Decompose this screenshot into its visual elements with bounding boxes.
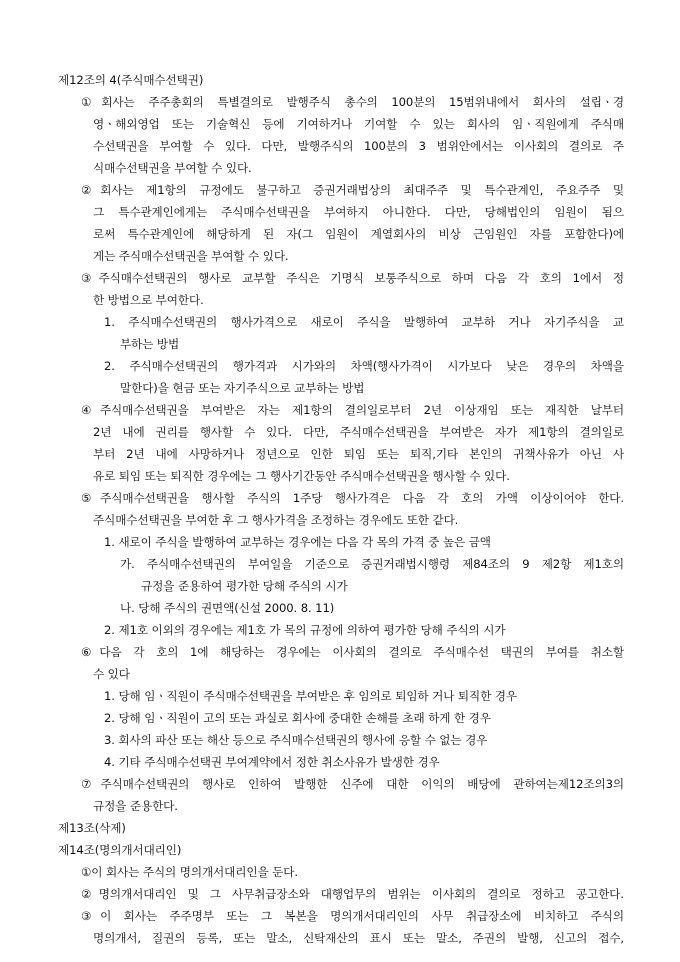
- text-line: 3. 회사의 파산 또는 해산 등으로 주식매수선택권의 행사에 응할 수 없는 경우: [104, 733, 488, 747]
- text-line: 1. 새로이 주식을 발행하여 교부하는 경우에는 다음 각 목의 가격 중 높은 금액: [104, 535, 491, 549]
- text-line: 그 특수관계인에게는 주식매수선택권을 부여하지 아니한다. 다만, 당해법인의 임원이 됨으: [93, 205, 624, 219]
- text-line: 명의개서, 질권의 등록, 또는 말소, 신탁재산의 표시 또는 말소, 주권의 발행, 신고의 접수,: [93, 931, 624, 945]
- text-line: 수선택권을 부여할 수 있다. 다만, 발행주식의 100분의 3 범위안에서는 이사회의 결의로 주: [93, 139, 624, 153]
- text-line: 2. 주식매수선택권의 행가격과 시가와의 차액(행사가격이 시가보다 낮은 경우의 차액을: [104, 359, 624, 373]
- text-line: 부하는 방법: [120, 337, 180, 351]
- text-line: 제13조(삭제): [58, 821, 126, 835]
- text-line: 나. 당해 주식의 권면액(신설 2000. 8. 11): [120, 601, 335, 615]
- text-line: 규정을 준용하여 평가한 당해 주식의 시가: [141, 579, 348, 593]
- text-line: 2년 내에 권리를 행사할 수 있다. 다만, 주식매수선택권을 부여받은 자가 제1항의 결의일로: [93, 425, 624, 439]
- text-line: 수 있다: [93, 667, 130, 681]
- text-line: 제12조의 4(주식매수선택권): [58, 73, 204, 87]
- text-line: ⑥다음 각 호의 1에 해당하는 경우에는 이사회의 결의로 주식매수선 택권의 부여를 취소할: [81, 645, 624, 659]
- text-line: 주식매수선택권을 부여한 후 그 행사가격을 조정하는 경우에도 또한 같다.: [93, 513, 459, 527]
- text-line: ⑤주식매수선택권을 행사할 주식의 1주당 행사가격은 다음 각 호의 가액 이상이어야 한다.: [81, 491, 624, 505]
- text-line: 가. 주식매수선택권의 부여일을 기준으로 증권거래법시행령 제84조의 9 제2항 제1호의: [120, 557, 624, 571]
- text-line: 영ㆍ해외영업 또는 기술혁신 등에 기여하거나 기여할 수 있는 회사의 임ㆍ직원에게 주식매: [93, 117, 624, 131]
- text-line: ③주식매수선택권의 행사로 교부할 주식은 기명식 보통주식으로 하며 다음 각 호의 1에서 정: [81, 271, 624, 285]
- text-line: ②회사는 제1항의 규정에도 불구하고 증권거래법상의 최대주주 및 특수관계인, 주요주주 및: [81, 183, 624, 197]
- text-line: 로써 특수관계인에 해당하게 된 자(그 임원이 계열회사의 비상 근임원인 자를 포함한다)에: [93, 227, 624, 241]
- text-line: 한 방법으로 부여한다.: [93, 293, 204, 307]
- text-line: 1. 당해 임ㆍ직원이 주식매수선택권을 부여받은 후 임의로 퇴임하 거나 퇴직한 경우: [104, 689, 518, 703]
- text-line: 4. 기타 주식매수선택권 부여계약에서 정한 취소사유가 발생한 경우: [104, 755, 440, 769]
- text-line: 게는 주식매수선택권을 부여할 수 있다.: [93, 249, 289, 263]
- text-line: 2. 제1호 이외의 경우에는 제1호 가 목의 규정에 의하여 평가한 당해 주식의 시가: [104, 623, 506, 637]
- text-line: 1. 주식매수선택권의 행사가격으로 새로이 주식을 발행하여 교부하 거나 자기주식을 교: [104, 315, 624, 329]
- text-line: ⑦주식매수선택권의 행사로 인하여 발행한 신주에 대한 이익의 배당에 관하여는제12조의3의: [81, 777, 624, 791]
- text-line: ①이 회사는 주식의 명의개서대리인을 둔다.: [81, 865, 298, 879]
- text-line: 말한다)을 현금 또는 자기주식으로 교부하는 방법: [120, 381, 365, 395]
- text-line: 식매수선택권을 부여할 수 있다.: [93, 161, 252, 175]
- text-line: ①회사는 주주총회의 특별결의로 발행주식 총수의 100분의 15범위내에서 회사의 설립ㆍ경: [81, 95, 624, 109]
- text-line: 규정을 준용한다.: [93, 799, 178, 813]
- text-line: 2. 당해 임ㆍ직원이 고의 또는 과실로 회사에 중대한 손해를 초래 하게 한 경우: [104, 711, 491, 725]
- text-line: 부터 2년 내에 사망하거나 정년으로 인한 퇴임 또는 퇴직,기타 본인의 귀책사유가 아닌 사: [93, 447, 624, 461]
- text-line: 유로 퇴임 또는 퇴직한 경우에는 그 행사기간동안 주식매수선택권을 행사할 수 있다.: [93, 469, 510, 483]
- text-line: 제14조(명의개서대리인): [58, 843, 182, 857]
- text-line: ③이 회사는 주주명부 또는 그 복본을 명의개서대리인의 사무 취급장소에 비치하고 주식의: [81, 909, 624, 923]
- text-line: ④주식매수선택권을 부여받은 자는 제1항의 결의일로부터 2년 이상재임 또는 재직한 날부터: [81, 403, 624, 417]
- text-line: ②명의개서대리인 및 그 사무취급장소와 대행업무의 범위는 이사회의 결의로 정하고 공고한다.: [81, 887, 624, 901]
